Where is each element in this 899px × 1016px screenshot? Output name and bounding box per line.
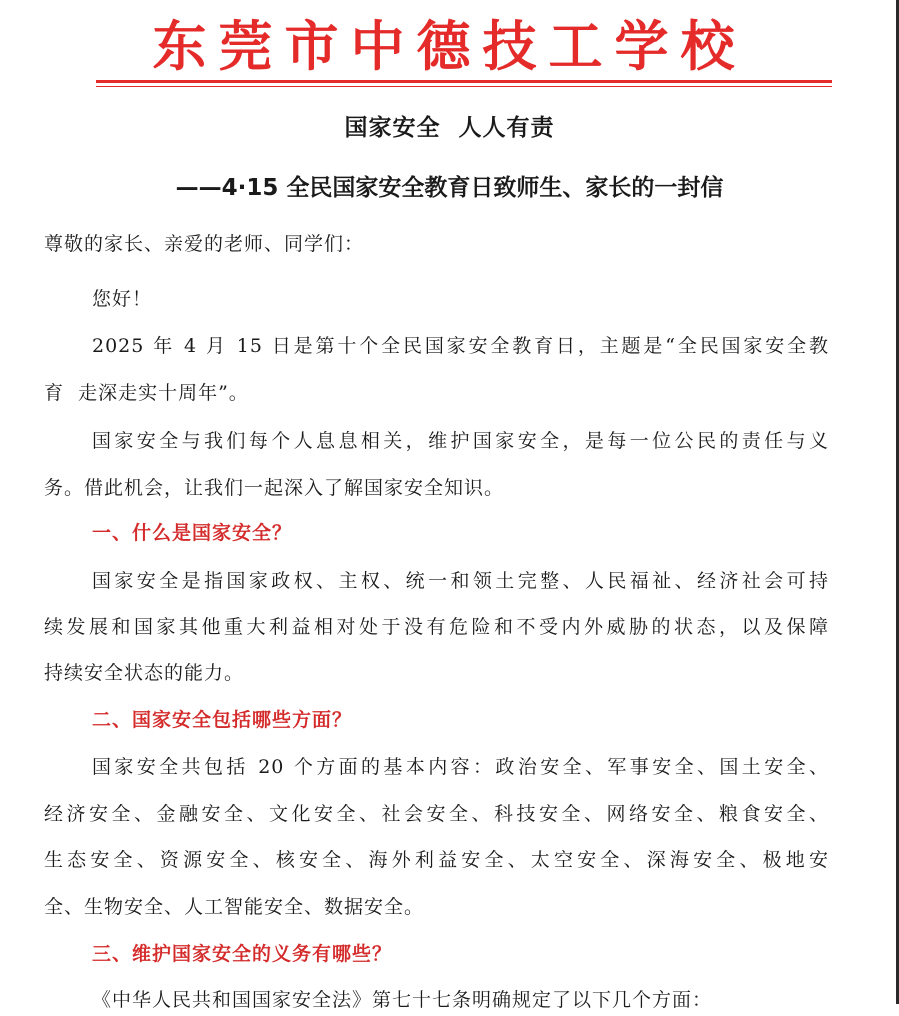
section-3-line-1: 《中华人民共和国国家安全法》第七十七条明确规定了以下几个方面： [92,989,713,1011]
section-1-heading: 一、什么是国家安全？ [92,522,293,544]
section-1-line-3: 持续安全状态的能力。 [44,662,245,684]
intro-paragraph-2-line-2: 务。借此机会，让我们一起深入了解国家安全知识。 [44,477,505,499]
intro-paragraph-1-line-2: 育 走深走实十周年”。 [44,382,249,404]
section-1-line-2: 续发展和国家其他重大利益相对处于没有危险和不受内外威胁的状态，以及保障 [44,616,829,638]
greeting: 您好！ [92,288,153,310]
section-1-line-1: 国家安全是指国家政权、主权、统一和领土完整、人民福祉、经济社会可持 [92,570,829,592]
intro-paragraph-1-line-1: 2025 年 4 月 15 日是第十个全民国家安全教育日，主题是“全民国家安全教 [92,335,829,357]
section-2-line-2: 经济安全、金融安全、文化安全、社会安全、科技安全、网络安全、粮食安全、 [44,803,829,825]
school-letterhead: 东莞市中德技工学校 [152,14,747,78]
section-2-line-3: 生态安全、资源安全、核安全、海外利益安全、太空安全、深海安全、极地安 [44,849,829,871]
section-3-heading: 三、维护国家安全的义务有哪些？ [92,943,393,965]
letterhead-rule-thin [96,86,832,87]
letterhead-rule-thick [96,80,832,83]
intro-paragraph-2-line-1: 国家安全与我们每个人息息相关，维护国家安全，是每一位公民的责任与义 [92,430,829,452]
section-2-line-4: 全、生物安全、人工智能安全、数据安全。 [44,896,425,918]
letter-title: 国家安全 人人有责 [344,115,555,141]
section-2-line-1: 国家安全共包括 20 个方面的基本内容：政治安全、军事安全、国土安全、 [92,756,829,778]
letter-subtitle: ——4·15 全民国家安全教育日致师生、家长的一封信 [175,175,724,201]
section-2-heading: 二、国家安全包括哪些方面？ [92,709,353,731]
salutation: 尊敬的家长、亲爱的老师、同学们： [44,233,365,255]
